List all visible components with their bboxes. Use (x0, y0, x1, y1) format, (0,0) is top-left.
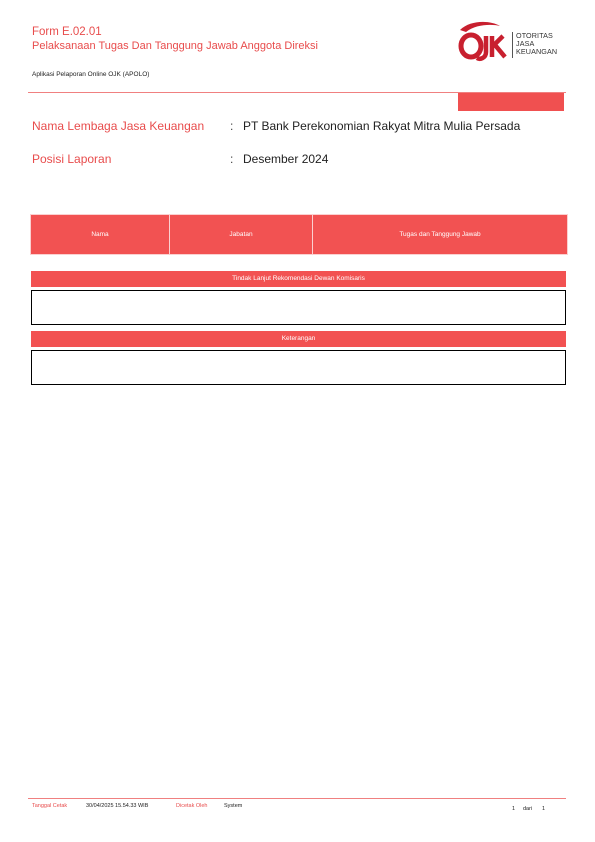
print-date-label: Tanggal Cetak (32, 803, 68, 809)
period-label: Posisi Laporan (32, 152, 112, 166)
ojk-logo-mark-icon (456, 20, 512, 62)
institution-label: Nama Lembaga Jasa Keuangan (32, 119, 205, 133)
logo-line-3: KEUANGAN (516, 47, 558, 56)
institution-colon: : (230, 119, 234, 133)
form-title: Pelaksanaan Tugas Dan Tanggung Jawab Anggota Direksi (32, 40, 318, 52)
period-colon: : (230, 152, 234, 166)
column-header-position: Jabatan (170, 215, 313, 255)
column-header-duties: Tugas dan Tanggung Jawab (313, 215, 568, 255)
page-total: 1 (542, 806, 546, 812)
followup-content-box (31, 290, 566, 325)
form-code: Form E.02.01 (32, 26, 102, 38)
notes-content-box (31, 350, 566, 385)
logo-divider (512, 32, 513, 58)
printed-by-value: System (224, 803, 243, 809)
print-date-value: 30/04/2025 15.54.33 WIB (86, 803, 149, 809)
duties-table (30, 214, 568, 255)
footer-divider (28, 798, 566, 799)
notes-section-header: Keterangan (31, 331, 566, 347)
printed-by-label: Dicetak Oleh (176, 803, 208, 809)
logo-wordmark (516, 32, 557, 56)
page-separator: dari (523, 806, 533, 812)
logo-line-2: JASA (516, 39, 535, 48)
header-accent-tab (458, 93, 564, 111)
page-current: 1 (512, 806, 516, 812)
institution-value: PT Bank Perekonomian Rakyat Mitra Mulia Persada (243, 119, 521, 133)
logo-line-1: OTORITAS (516, 31, 553, 40)
followup-section-header: Tindak Lanjut Rekomendasi Dewan Komisaris (31, 271, 566, 287)
app-name: Aplikasi Pelaporan Online OJK (APOLO) (32, 71, 150, 78)
table-header-row (31, 215, 568, 255)
period-value: Desember 2024 (243, 152, 329, 166)
ojk-logo (456, 20, 568, 62)
column-header-name: Nama (31, 215, 170, 255)
